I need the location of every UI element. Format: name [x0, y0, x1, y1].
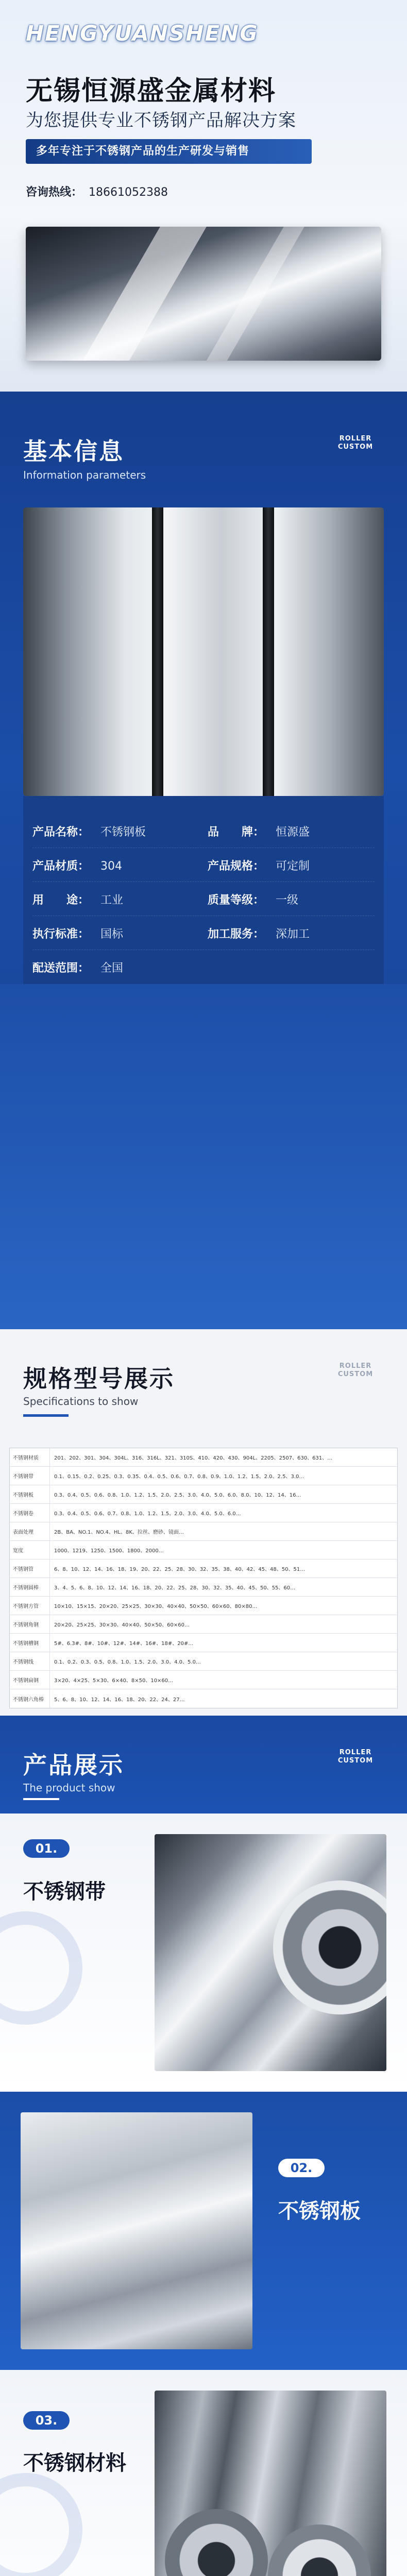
hero-section — [0, 0, 407, 392]
spec-value: 0.1、0.2、0.3、0.5、0.8、1.0、1.5、2.0、3.0、4.0、5.0… — [54, 1659, 201, 1665]
product-show-title: 产品展示 — [23, 1751, 124, 1779]
contact-label: 咨询热线： — [26, 186, 83, 199]
spec-row — [10, 1615, 397, 1634]
spec-key: 不锈钢线 — [10, 1652, 50, 1670]
spec-key: 不锈钢六角棒 — [10, 1689, 50, 1708]
product-name: 不锈钢材料 — [23, 2451, 126, 2475]
spec-key: 不锈钢槽钢 — [10, 1634, 50, 1652]
product-number: 01. — [23, 1839, 70, 1858]
spec-row — [10, 1560, 397, 1578]
product-number: 03. — [23, 2411, 70, 2430]
spec-value: 1000、1219、1250、1500、1800、2000… — [54, 1548, 164, 1554]
spec-row — [10, 1485, 397, 1504]
spec-row — [10, 1541, 397, 1560]
basic-info-title: 基本信息 — [23, 437, 124, 465]
product-name: 不锈钢板 — [278, 2199, 361, 2223]
spec-subtitle: Specifications to show — [23, 1395, 139, 1408]
spec-key: 宽度 — [10, 1541, 50, 1559]
spec-title: 规格型号展示 — [23, 1365, 175, 1393]
spec-value: 0.3、0.4、0.5、0.6、0.7、0.8、1.0、1.2、1.5、2.0、3.0、4.0、5.0、6.0… — [54, 1511, 241, 1517]
spec-key: 不锈钢角钢 — [10, 1615, 50, 1633]
spec-value: 6、8、10、12、14、16、18、19、20、22、25、28、30、32、35、38、40、42、45、48、50、51… — [54, 1567, 306, 1572]
spec-row — [10, 1652, 397, 1671]
product-show-header — [0, 1716, 407, 1814]
spec-value: 20×20、25×25、30×30、40×40、50×50、60×60… — [54, 1622, 190, 1628]
spec-key: 表面处理 — [10, 1522, 50, 1540]
info-row: 用 途： 工业 质量等级： 一级 — [32, 882, 375, 916]
basic-info-section — [0, 392, 407, 1329]
spec-key: 不锈钢板 — [10, 1485, 50, 1503]
company-title: 无锡恒源盛金属材料 — [26, 76, 277, 107]
title-underline — [23, 1414, 69, 1417]
roller-custom-mark: ROLLER CUSTOM — [337, 435, 374, 451]
spec-value: 5、6、8、10、12、14、16、18、20、22、24、27… — [54, 1697, 185, 1703]
spec-row — [10, 1448, 397, 1467]
spec-row — [10, 1578, 397, 1597]
spec-value: 2B、BA、NO.1、NO.4、HL、8K、拉丝、磨砂、镜面… — [54, 1530, 184, 1535]
spec-table — [9, 1448, 398, 1708]
product-block-steel-material — [0, 2370, 407, 2576]
spec-key: 不锈钢卷 — [10, 1504, 50, 1522]
contact-line — [26, 183, 168, 199]
spec-key: 不锈钢带 — [10, 1467, 50, 1485]
spec-section — [0, 1329, 407, 1716]
spec-value: 0.1、0.15、0.2、0.25、0.3、0.35、0.4、0.5、0.6、0.7、0.8、0.9、1.0、1.2、1.5、2.0、2.5、3.0… — [54, 1474, 304, 1480]
spec-key: 不锈钢方管 — [10, 1597, 50, 1615]
roller-custom-mark: ROLLER CUSTOM — [337, 1749, 374, 1765]
hero-sheet-photo — [26, 227, 381, 361]
spec-key: 不锈钢扁钢 — [10, 1671, 50, 1689]
product-show-subtitle: The product show — [23, 1782, 115, 1794]
steel-sheet-photo — [21, 2112, 252, 2349]
steel-strip-photo — [155, 1834, 386, 2071]
spec-key: 不锈钢管 — [10, 1560, 50, 1578]
spec-row — [10, 1504, 397, 1522]
spec-value: 5#、6.3#、8#、10#、12#、14#、16#、18#、20#… — [54, 1641, 194, 1647]
contact-phone[interactable]: 18661052388 — [89, 186, 168, 199]
spec-value: 10×10、15×15、20×20、25×25、30×30、40×40、50×50、60×60、80×80… — [54, 1604, 258, 1609]
spec-value: 3×20、4×25、5×30、6×40、8×50、10×60… — [54, 1678, 174, 1684]
tagline-badge: 多年专注于不锈钢产品的生产研发与销售 — [26, 139, 312, 164]
basic-info-subtitle: Information parameters — [23, 469, 146, 481]
company-subtitle: 为您提供专业不锈钢产品解决方案 — [26, 110, 296, 131]
info-row: 配送范围： 全国 — [32, 962, 124, 975]
title-underline — [23, 1798, 59, 1800]
spec-value: 0.3、0.4、0.5、0.6、0.8、1.0、1.2、1.5、2.0、2.5、3.0、4.0、5.0、6.0、8.0、10、12、14、16… — [54, 1493, 301, 1498]
product-number: 02. — [278, 2159, 325, 2177]
spec-key: 不锈钢材质 — [10, 1448, 50, 1466]
steel-coil-photo — [23, 507, 384, 796]
product-name: 不锈钢带 — [23, 1880, 106, 1904]
spec-row — [10, 1634, 397, 1652]
product-block-steel-sheet — [0, 2092, 407, 2370]
roller-custom-mark: ROLLER CUSTOM — [337, 1362, 374, 1378]
spec-key: 不锈钢圆棒 — [10, 1578, 50, 1596]
steel-material-photo — [155, 2391, 386, 2576]
spec-row — [10, 1671, 397, 1689]
spec-row — [10, 1597, 397, 1615]
info-row: 执行标准： 国标 加工服务： 深加工 — [32, 916, 375, 950]
spec-value: 3、4、5、6、8、10、12、14、16、18、20、22、25、28、30、32、35、40、45、50、55、60… — [54, 1585, 296, 1591]
brand-logo: HENGYUANSHENG — [26, 21, 259, 46]
info-parameters-panel — [23, 796, 384, 984]
spec-row — [10, 1467, 397, 1485]
spec-row — [10, 1522, 397, 1541]
info-row: 产品材质： 304 产品规格： 可定制 — [32, 848, 375, 882]
spec-row — [10, 1689, 397, 1708]
info-row: 产品名称： 不锈钢板 品 牌： 恒源盛 — [32, 814, 375, 848]
product-block-steel-strip — [0, 1814, 407, 2092]
spec-value: 201、202、301、304、304L、316、316L、321、310S、410、420、430、904L、2205、2507、630、631、… — [54, 1455, 333, 1461]
